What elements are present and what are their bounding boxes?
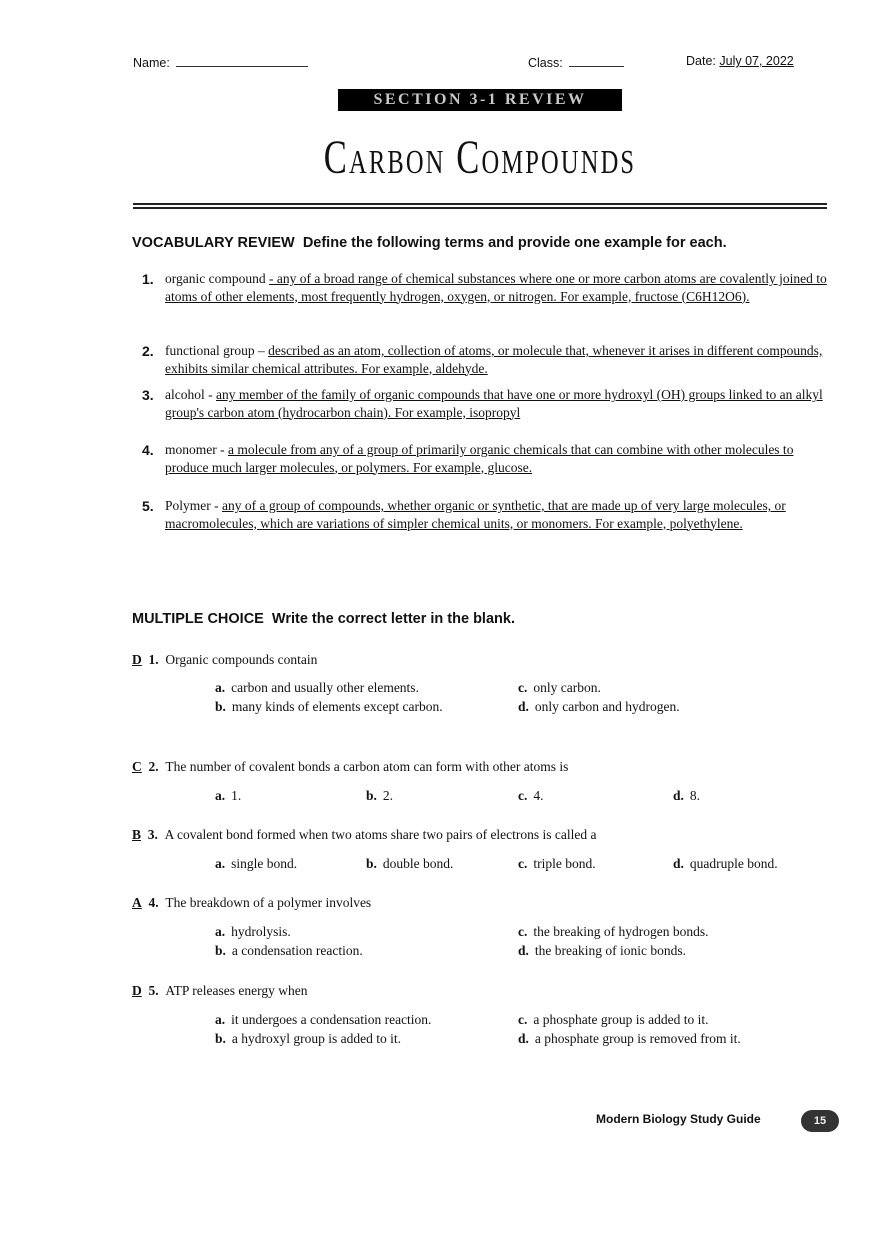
option-letter: b. xyxy=(366,856,377,871)
mc-question xyxy=(132,983,307,999)
option-letter: b. xyxy=(215,699,226,714)
option-text: 4. xyxy=(533,788,544,803)
question-number: 1. xyxy=(148,652,159,667)
option-text: triple bond. xyxy=(533,856,596,871)
answer-option xyxy=(215,788,241,804)
mc-question xyxy=(132,827,597,843)
option-letter: c. xyxy=(518,856,528,871)
option-text: a phosphate group is removed from it. xyxy=(534,1031,741,1046)
option-text: many kinds of elements except carbon. xyxy=(231,699,443,714)
option-text: 8. xyxy=(689,788,701,803)
option-text: double bond. xyxy=(382,856,454,871)
question-text: The breakdown of a polymer involves xyxy=(165,895,372,910)
vocab-item xyxy=(165,342,837,377)
date-label: Date: xyxy=(686,54,716,68)
vocab-item xyxy=(165,386,837,421)
answer-option xyxy=(215,856,297,872)
question-number: 5. xyxy=(148,983,159,998)
option-text: only carbon and hydrogen. xyxy=(534,699,680,714)
option-text: quadruple bond. xyxy=(689,856,778,871)
vocab-heading: VOCABULARY REVIEW Define the following terms and provide one example for each. xyxy=(132,235,727,251)
option-text: it undergoes a condensation reaction. xyxy=(231,1012,432,1027)
option-text: only carbon. xyxy=(533,680,601,695)
option-letter: a. xyxy=(215,856,226,871)
option-letter: d. xyxy=(518,1031,529,1046)
vocab-number: 4. xyxy=(142,442,154,458)
option-text: the breaking of hydrogen bonds. xyxy=(533,924,709,939)
answer-blank[interactable]: B xyxy=(132,827,142,842)
option-letter: c. xyxy=(518,1012,528,1027)
class-label: Class: xyxy=(528,56,563,70)
answer-blank[interactable]: C xyxy=(132,759,142,774)
vocab-item xyxy=(165,270,837,305)
question-number: 3. xyxy=(147,827,158,842)
answer-option xyxy=(673,788,700,804)
answer-option xyxy=(518,680,601,696)
answer-option xyxy=(518,699,680,715)
vocab-definition[interactable]: described as an atom, collection of atoms, or molecule that, whenever it arises in different compounds, exhibits similar chemical attributes. For example, aldehyde. xyxy=(165,343,823,376)
option-letter: c. xyxy=(518,680,528,695)
section-banner: SECTION 3-1 REVIEW xyxy=(338,89,622,111)
option-letter: b. xyxy=(366,788,377,803)
option-text: single bond. xyxy=(231,856,298,871)
vocab-item xyxy=(165,441,837,476)
answer-option xyxy=(215,924,291,940)
vocab-definition[interactable]: a molecule from any of a group of primarily organic chemicals that can combine with other molecules to produce much larger molecules, or polymers. For example, glucose. xyxy=(165,442,794,475)
vocab-number: 3. xyxy=(142,387,154,403)
answer-option xyxy=(518,788,544,804)
answer-blank[interactable]: D xyxy=(132,983,142,998)
answer-option xyxy=(673,856,778,872)
page-number: 15 xyxy=(801,1110,839,1132)
option-letter: a. xyxy=(215,924,226,939)
answer-option xyxy=(518,856,596,872)
name-blank[interactable] xyxy=(176,54,308,67)
answer-blank[interactable]: A xyxy=(132,895,142,910)
answer-option xyxy=(215,680,419,696)
answer-option xyxy=(518,1012,708,1028)
option-text: a phosphate group is added to it. xyxy=(533,1012,709,1027)
option-letter: a. xyxy=(215,788,226,803)
vocab-item xyxy=(165,497,837,532)
answer-option xyxy=(366,788,393,804)
option-text: 1. xyxy=(231,788,242,803)
question-text: Organic compounds contain xyxy=(165,652,318,667)
option-letter: c. xyxy=(518,924,528,939)
divider xyxy=(133,203,827,205)
answer-option xyxy=(366,856,453,872)
answer-option xyxy=(518,943,686,959)
name-label: Name: xyxy=(133,56,170,70)
option-letter: d. xyxy=(673,788,684,803)
question-text: The number of covalent bonds a carbon atom can form with other atoms is xyxy=(165,759,569,774)
vocab-number: 1. xyxy=(142,271,154,287)
answer-option xyxy=(518,1031,741,1047)
answer-option xyxy=(518,924,708,940)
question-number: 4. xyxy=(148,895,159,910)
vocab-number: 5. xyxy=(142,498,154,514)
option-letter: b. xyxy=(215,1031,226,1046)
question-number: 2. xyxy=(148,759,159,774)
answer-option xyxy=(215,1031,401,1047)
option-text: 2. xyxy=(382,788,394,803)
vocab-definition[interactable]: any member of the family of organic compounds that have one or more hydroxyl (OH) groups linked to an alkyl group's carbon atom (hydrocarbon chain). For example, isopropyl xyxy=(165,387,823,420)
date-value: July 07, 2022 xyxy=(719,54,794,68)
page-title: Carbon Compounds xyxy=(323,131,637,184)
vocab-number: 2. xyxy=(142,343,154,359)
mc-heading: MULTIPLE CHOICE Write the correct letter in the blank. xyxy=(132,611,515,627)
vocab-term: organic compound xyxy=(165,271,269,286)
mc-question xyxy=(132,895,371,911)
option-text: the breaking of ionic bonds. xyxy=(534,943,686,958)
question-text: A covalent bond formed when two atoms share two pairs of electrons is called a xyxy=(164,827,597,842)
vocab-term: monomer - xyxy=(165,442,228,457)
answer-option xyxy=(215,699,443,715)
option-letter: a. xyxy=(215,1012,226,1027)
divider xyxy=(133,207,827,209)
answer-option xyxy=(215,943,363,959)
question-text: ATP releases energy when xyxy=(165,983,308,998)
option-letter: d. xyxy=(518,699,529,714)
option-text: hydrolysis. xyxy=(231,924,291,939)
vocab-definition[interactable]: - any of a broad range of chemical substances where one or more carbon atoms are covalently joined to atoms of other elements, most frequently hydrogen, oxygen, or nitrogen. For example, fructose (C6H12O6). xyxy=(165,271,827,304)
option-text: carbon and usually other elements. xyxy=(231,680,419,695)
vocab-definition[interactable]: any of a group of compounds, whether organic or synthetic, that are made up of very large molecules, or macromolecules, which are variations of simpler chemical units, or monomers. For example, polyethylene. xyxy=(165,498,786,531)
option-letter: b. xyxy=(215,943,226,958)
vocab-term: Polymer - xyxy=(165,498,222,513)
option-letter: d. xyxy=(518,943,529,958)
option-text: a condensation reaction. xyxy=(231,943,363,958)
vocab-term: functional group – xyxy=(165,343,269,358)
answer-blank[interactable]: D xyxy=(132,652,142,667)
date-field xyxy=(686,54,794,68)
mc-question xyxy=(132,652,317,668)
class-blank[interactable] xyxy=(569,54,624,67)
answer-option xyxy=(215,1012,431,1028)
mc-question xyxy=(132,759,568,775)
vocab-term: alcohol - xyxy=(165,387,216,402)
option-letter: c. xyxy=(518,788,528,803)
option-letter: d. xyxy=(673,856,684,871)
class-field[interactable] xyxy=(528,54,624,70)
footer-book-title: Modern Biology Study Guide xyxy=(596,1112,761,1126)
option-text: a hydroxyl group is added to it. xyxy=(231,1031,401,1046)
name-field[interactable] xyxy=(133,54,308,70)
option-letter: a. xyxy=(215,680,226,695)
